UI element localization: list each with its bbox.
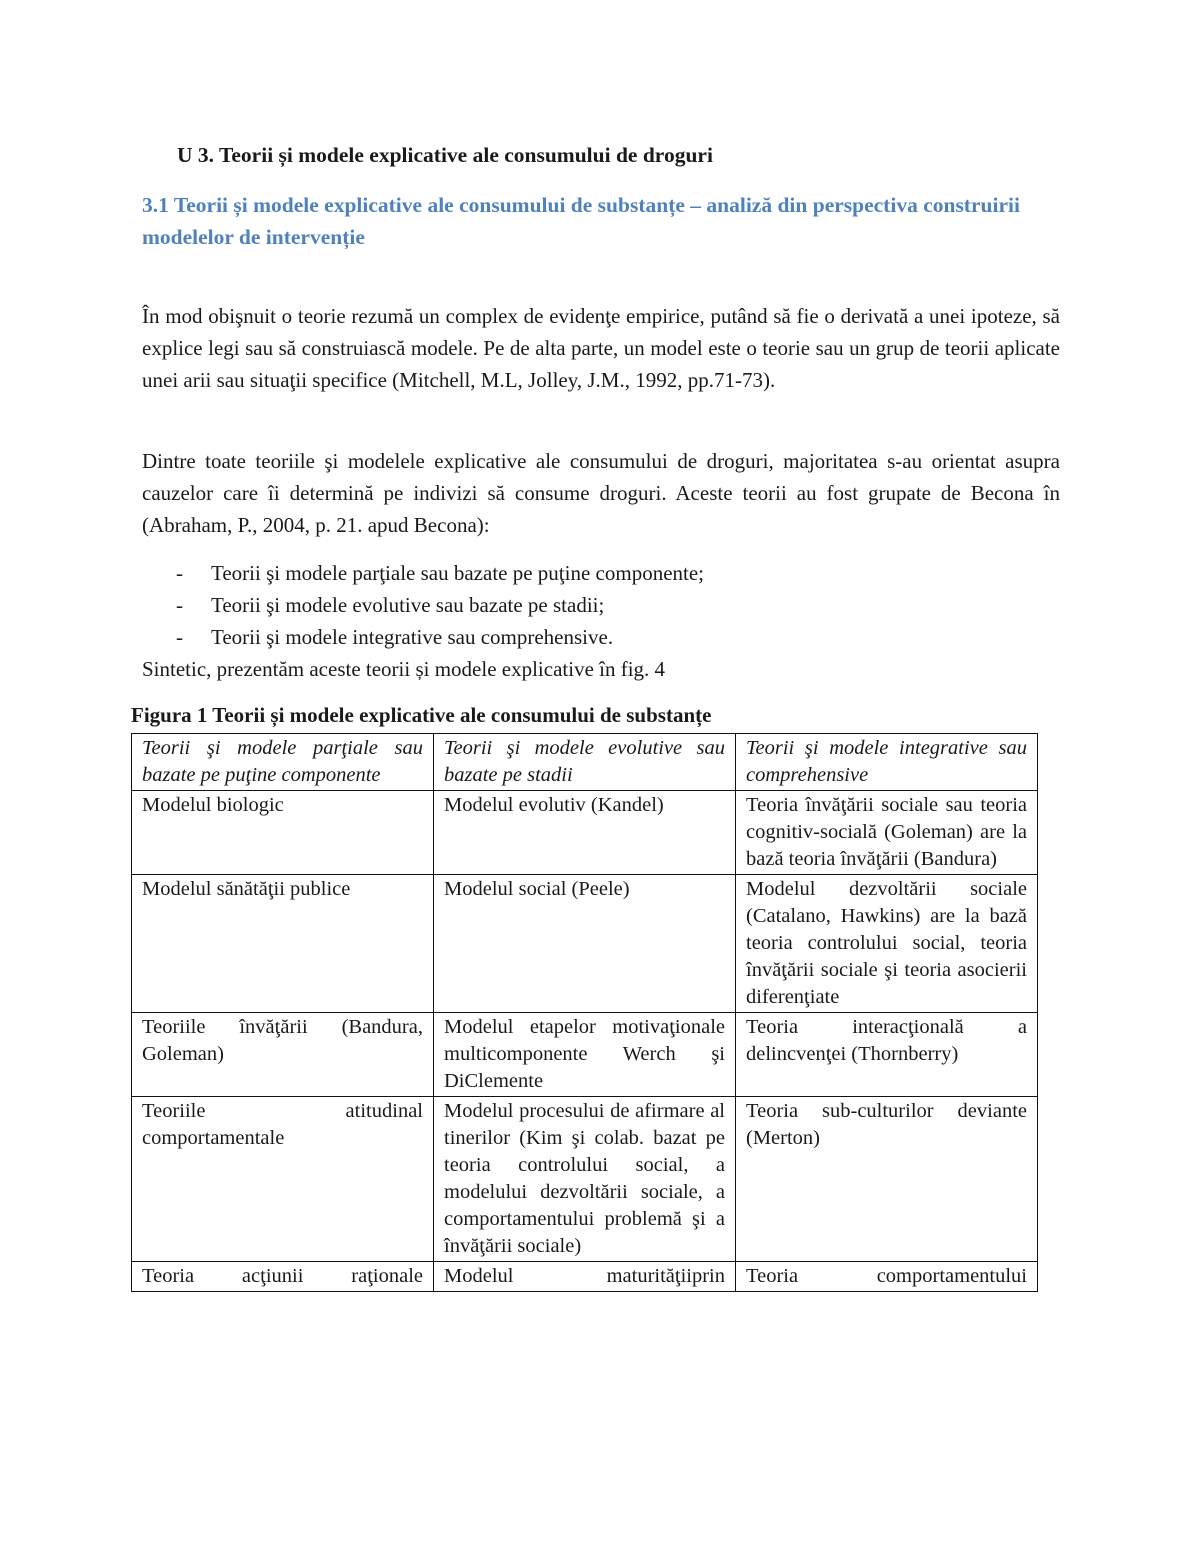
table-row xyxy=(132,875,1038,1013)
list-item xyxy=(142,589,1042,621)
table-cell: Modelul social (Peele) xyxy=(434,875,736,1013)
list-item xyxy=(142,557,1042,589)
table-cell: Teoria sub-culturilor deviante (Merton) xyxy=(736,1097,1038,1262)
table-cell xyxy=(132,1262,434,1292)
intro-paragraph: În mod obişnuit o teorie rezumă un complex de evidenţe empirice, putând să fie o derivată a unei ipoteze, să explice legi sau să construiască modele. Pe de alta parte, un model este o teorie sau un grup de teorii aplicate unei arii sau situaţii specifice (Mitchell, M.L, Jolley, J.M., 1992, pp.71-73). xyxy=(142,304,1060,392)
table-header-row xyxy=(132,734,1038,791)
table-cell: Teoriile învăţării (Bandura, Goleman) xyxy=(132,1013,434,1097)
table-cell: Modelul biologic xyxy=(132,791,434,875)
synthesis-sentence: Sintetic, prezentăm aceste teorii și modele explicative în fig. 4 xyxy=(142,657,666,681)
table-cell: Modelul evolutiv (Kandel) xyxy=(434,791,736,875)
section-title: 3.1 Teorii și modele explicative ale consumului de substanțe – analiză din perspectiva construirii modelelor de intervenție xyxy=(142,193,1020,249)
figure-caption: Figura 1 Teorii și modele explicative ale consumului de substanțe xyxy=(131,703,712,727)
table-cell: Modelul sănătăţii publice xyxy=(132,875,434,1013)
theory-groups-list xyxy=(142,557,1042,653)
table-cell xyxy=(434,1262,736,1292)
header-cell-integrative: Teorii şi modele integrative sau comprehensive xyxy=(736,734,1038,791)
header-cell-partial: Teorii şi modele parţiale sau bazate pe puţine componente xyxy=(132,734,434,791)
table-row-partial xyxy=(132,1262,1038,1292)
cell-text: Teoria comportamentului xyxy=(746,1265,1027,1287)
table-row xyxy=(132,1097,1038,1262)
list-item xyxy=(142,621,1042,653)
table-row xyxy=(132,1013,1038,1097)
table-cell: Modelul dezvoltării sociale (Catalano, Hawkins) are la bază teoria controlului social, teoria învăţării sociale şi teoria asocierii diferenţiate xyxy=(736,875,1038,1013)
table-cell: Modelul procesului de afirmare al tinerilor (Kim şi colab. bazat pe teoria controlului social, a modelului dezvoltării sociale, a comportamentului problemă şi a învăţării sociale) xyxy=(434,1097,736,1262)
cell-text: Teoria acţiunii raţionale xyxy=(142,1265,423,1287)
table-cell xyxy=(736,1262,1038,1292)
list-item-text: Teorii şi modele integrative sau comprehensive. xyxy=(211,625,614,649)
table-cell: Teoriile atitudinal comportamentale xyxy=(132,1097,434,1262)
list-item-text: Teorii şi modele evolutive sau bazate pe stadii; xyxy=(211,593,605,617)
cell-text: Modelul maturităţiiprin xyxy=(444,1265,725,1287)
bullet-dash: - xyxy=(176,561,183,585)
table-cell: Teoria interacţională a delincvenţei (Thornberry) xyxy=(736,1013,1038,1097)
bullet-dash: - xyxy=(176,593,183,617)
header-cell-evolutive: Teorii şi modele evolutive sau bazate pe stadii xyxy=(434,734,736,791)
unit-title: U 3. Teorii și modele explicative ale consumului de droguri xyxy=(177,143,713,167)
list-item-text: Teorii şi modele parţiale sau bazate pe puţine componente; xyxy=(211,561,705,585)
bullet-dash: - xyxy=(176,625,183,649)
table-row xyxy=(132,791,1038,875)
theories-table xyxy=(131,733,1038,1292)
groups-paragraph: Dintre toate teoriile şi modelele explicative ale consumului de droguri, majoritatea s-au orientat asupra cauzelor care îi determină pe indivizi să consume droguri. Aceste teorii au fost grupate de Becona în (Abraham, P., 2004, p. 21. apud Becona): xyxy=(142,449,1060,537)
table-cell: Modelul etapelor motivaţionale multicomponente Werch şi DiClemente xyxy=(434,1013,736,1097)
table-cell: Teoria învăţării sociale sau teoria cognitiv-socială (Goleman) are la bază teoria învăţării (Bandura) xyxy=(736,791,1038,875)
